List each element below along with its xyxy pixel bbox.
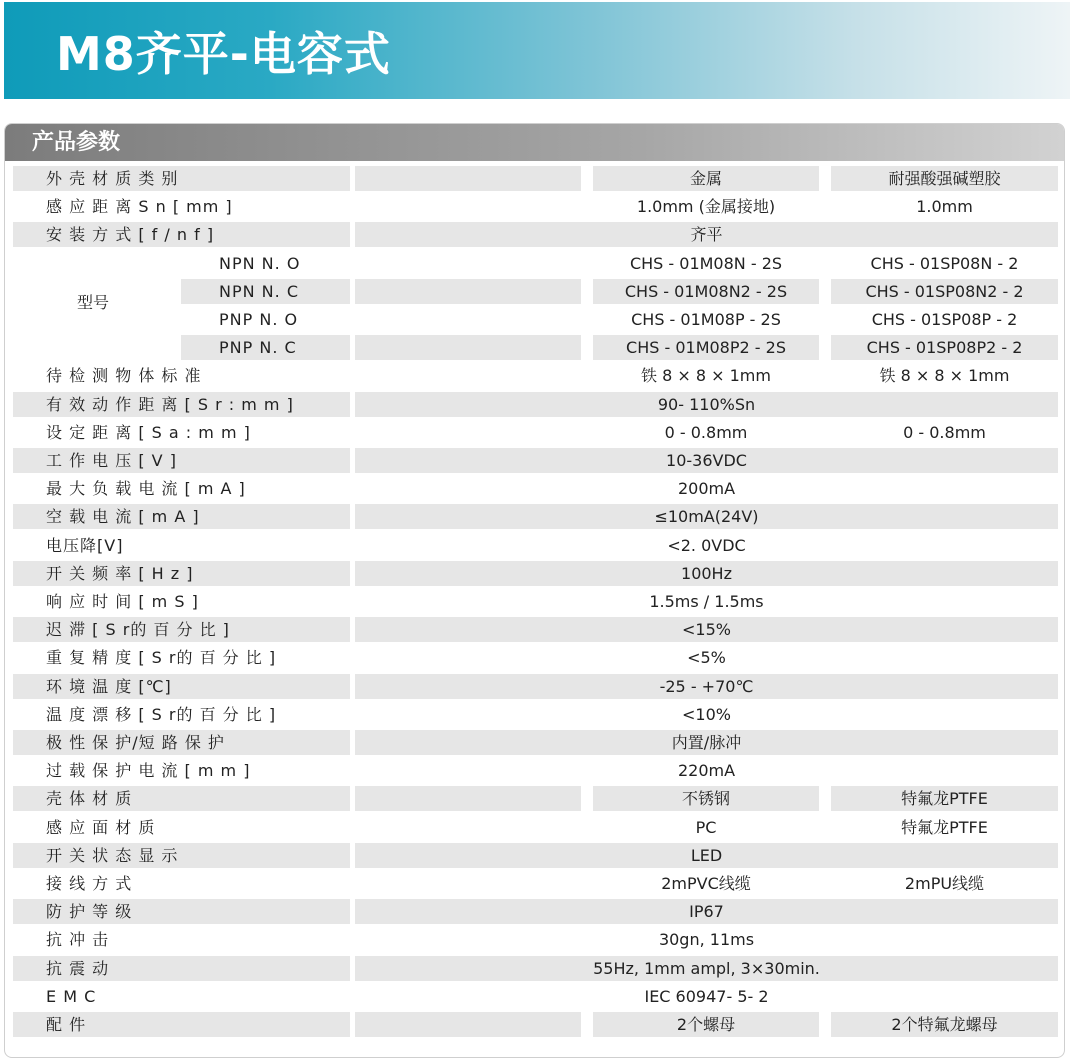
spec-value: <15%	[355, 617, 1058, 642]
spec-value: 100Hz	[355, 561, 1058, 586]
spec-label: 感 应 面 材 质	[46, 817, 156, 837]
spec-value-metal: 0 - 0.8mm	[664, 422, 748, 442]
spec-label: 抗 震 动	[13, 956, 350, 981]
model-metal-value: CHS - 01M08N2 - 2S	[593, 279, 819, 304]
spec-value: 200mA	[677, 479, 736, 499]
spec-value: <10%	[682, 704, 731, 724]
spec-value-plastic: 0 - 0.8mm	[903, 422, 986, 442]
spec-label: 开 关 状 态 显 示	[13, 843, 350, 868]
spec-value: 齐平	[355, 222, 1058, 247]
model-metal-value: CHS - 01M08P - 2S	[631, 310, 781, 329]
spec-value-metal: 铁 8 × 8 × 1mm	[641, 366, 771, 386]
spec-value-plastic: 2个特氟龙螺母	[831, 1012, 1058, 1037]
spec-value: <2. 0VDC	[667, 535, 746, 555]
section-title: 产品参数	[32, 130, 121, 155]
spec-label: 工 作 电 压 [ V ]	[13, 448, 350, 473]
blank-cell	[355, 363, 581, 388]
blank-cell	[355, 166, 581, 191]
spec-value: 内置/脉冲	[355, 730, 1058, 755]
spec-value-plastic: 特氟龙PTFE	[831, 786, 1058, 811]
spec-value-metal: 2个螺母	[593, 1012, 819, 1037]
spec-label: E M C	[46, 986, 97, 1006]
spec-value: 1.5ms / 1.5ms	[649, 592, 764, 611]
spec-panel	[4, 123, 1065, 1058]
spec-value-plastic: 铁 8 × 8 × 1mm	[879, 366, 1010, 386]
spec-label: 接 线 方 式	[46, 874, 133, 893]
spec-label: 配 件	[13, 1012, 350, 1037]
model-blank-cell	[355, 279, 581, 304]
spec-table	[5, 124, 1064, 1057]
model-plastic-value: CHS - 01SP08N2 - 2	[831, 279, 1058, 304]
blank-cell	[355, 420, 581, 445]
model-plastic-value: CHS - 01SP08N - 2	[870, 253, 1019, 273]
spec-label: 抗 冲 击	[46, 930, 110, 950]
spec-value: 10-36VDC	[355, 448, 1058, 473]
spec-label: 设 定 距 离 [ S a : m m ]	[46, 422, 251, 442]
spec-value-plastic: 特氟龙PTFE	[901, 817, 988, 837]
spec-value-metal: 1.0mm (金属接地)	[636, 197, 776, 217]
model-plastic-value: CHS - 01SP08P - 2	[871, 310, 1018, 329]
spec-label: 壳 体 材 质	[13, 786, 350, 811]
blank-cell	[355, 871, 581, 896]
spec-label: 开 关 频 率 [ H z ]	[13, 561, 350, 586]
title-banner	[4, 2, 1070, 99]
spec-value-metal: PC	[695, 817, 717, 837]
spec-label: 电压降[V]	[46, 535, 124, 555]
blank-cell	[355, 194, 581, 219]
spec-label: 感 应 距 离 S n [ mm ]	[46, 197, 233, 217]
model-metal-value: CHS - 01M08N - 2S	[629, 253, 783, 273]
spec-label: 空 载 电 流 [ m A ]	[13, 504, 350, 529]
spec-value: IP67	[355, 899, 1058, 924]
spec-value: 30gn, 11ms	[658, 930, 755, 950]
model-type-label: PNP N. O	[219, 310, 299, 329]
spec-label: 待 检 测 物 体 标 准	[46, 366, 202, 386]
spec-value-metal: 2mPVC线缆	[661, 874, 751, 893]
page-title: M8齐平-电容式	[56, 27, 391, 81]
spec-label: 防 护 等 级	[13, 899, 350, 924]
spec-label: 过 载 保 护 电 流 [ m m ]	[46, 761, 251, 781]
model-plastic-value: CHS - 01SP08P2 - 2	[831, 335, 1058, 360]
model-blank-cell	[355, 335, 581, 360]
spec-value-plastic: 2mPU线缆	[904, 874, 985, 893]
spec-value: ≤10mA(24V)	[355, 504, 1058, 529]
spec-value-plastic: 1.0mm	[916, 197, 973, 217]
model-blank-cell	[355, 307, 581, 332]
spec-label: 迟 滞 [ S r的 百 分 比 ]	[13, 617, 350, 642]
spec-label: 安 装 方 式 [ f / n f ]	[13, 222, 350, 247]
model-type-label: NPN N. O	[219, 253, 301, 273]
spec-label: 温 度 漂 移 [ S r的 百 分 比 ]	[46, 704, 277, 724]
model-group-label: 型号	[77, 293, 110, 312]
spec-label: 极 性 保 护/短 路 保 护	[13, 730, 350, 755]
blank-cell	[355, 1012, 581, 1037]
model-metal-value: CHS - 01M08P2 - 2S	[593, 335, 819, 360]
spec-value: IEC 60947- 5- 2	[644, 986, 769, 1006]
spec-value: LED	[355, 843, 1058, 868]
model-type-label: NPN N. C	[181, 279, 350, 304]
spec-value: 55Hz, 1mm ampl, 3×30min.	[355, 956, 1058, 981]
blank-cell	[355, 815, 581, 840]
spec-value: 220mA	[677, 761, 736, 781]
spec-label: 响 应 时 间 [ m S ]	[46, 592, 199, 611]
column-header-metal: 金属	[593, 166, 819, 191]
spec-label: 外 壳 材 质 类 别	[13, 166, 350, 191]
blank-cell	[355, 786, 581, 811]
column-header-plastic: 耐强酸强碱塑胶	[831, 166, 1058, 191]
spec-value: <5%	[687, 648, 726, 668]
spec-value-metal: 不锈钢	[593, 786, 819, 811]
spec-label: 重 复 精 度 [ S r的 百 分 比 ]	[46, 648, 277, 668]
spec-label: 最 大 负 载 电 流 [ m A ]	[46, 479, 246, 499]
spec-label: 有 效 动 作 距 离 [ S r : m m ]	[13, 392, 350, 417]
spec-value: 90- 110%Sn	[355, 392, 1058, 417]
spec-label: 环 境 温 度 [℃]	[13, 674, 350, 699]
spec-value: -25 - +70℃	[355, 674, 1058, 699]
model-blank-cell	[355, 251, 581, 276]
model-type-label: PNP N. C	[181, 335, 350, 360]
